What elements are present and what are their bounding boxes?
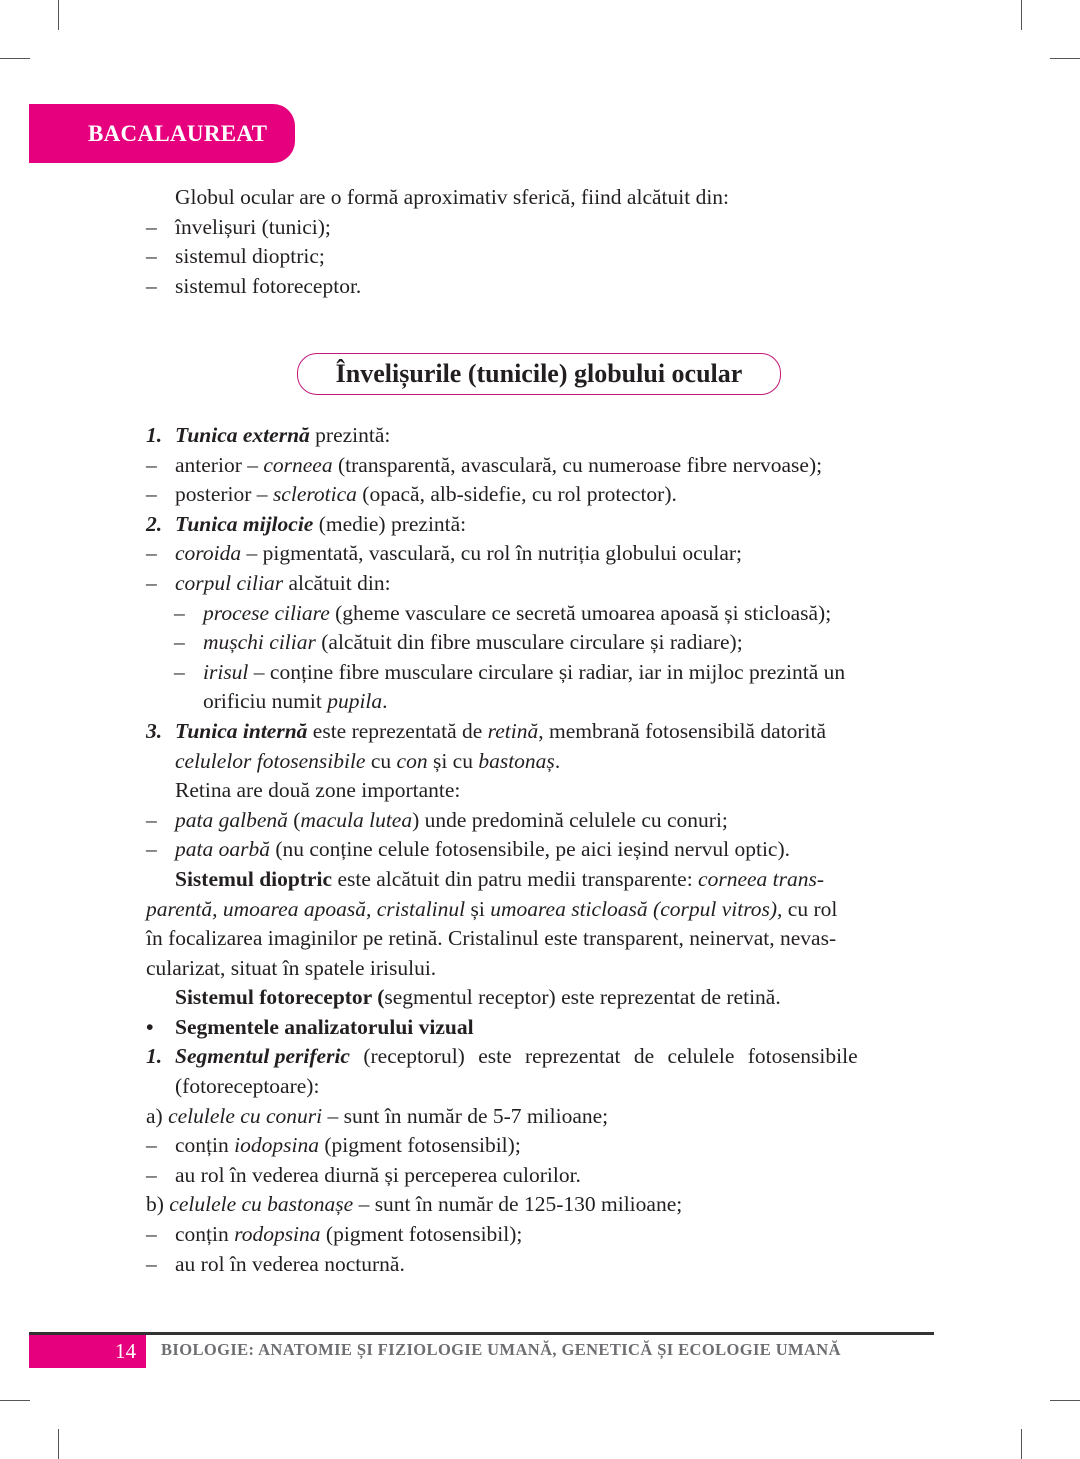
crop-mark (58, 0, 59, 30)
list-item: – învelișuri (tunici); (146, 214, 331, 239)
list-item: – au rol în vederea diurnă și perceperea culorilor. (146, 1162, 581, 1187)
page-number: 14 (29, 1335, 146, 1368)
crop-mark (1021, 1429, 1022, 1459)
dioptric-paragraph: Sistemul dioptric este alcătuit din patru medii transparente: corneea trans- (175, 866, 825, 891)
list-item: – coroida – pigmentată, vasculară, cu rol în nutriția globului ocular; (146, 541, 743, 566)
sub-list-item: – irisul – conține fibre musculare circulare și radiar, iar in mijloc prezintă un (174, 659, 846, 684)
dioptric-paragraph-l2: parentă, umoarea apoasă, cristalinul și umoarea sticloasă (corpul vitros), cu rol (146, 896, 838, 921)
retina-lead: Retina are două zone importante: (175, 778, 461, 803)
crop-mark (0, 1400, 30, 1401)
list-item: – posterior – sclerotica (opacă, alb-sidefie, cu rol protector). (146, 482, 677, 507)
sub-list-item-cont: orificiu numit pupila. (203, 689, 388, 714)
crop-mark (1050, 58, 1080, 59)
list-item: – anterior – corneea (transparentă, avasculară, cu numeroase fibre nervoase); (146, 452, 823, 477)
crop-mark (1050, 1400, 1080, 1401)
segment-periferic-cont: (fotoreceptoare): (175, 1074, 320, 1099)
segment-periferic-heading: 1. Segmentul periferic (receptorul) este reprezentat de celulele fotosensibile (146, 1044, 858, 1069)
rod-heading: b) celulele cu bastonașe – sunt în număr de 125-130 milioane; (146, 1192, 683, 1217)
crop-mark (0, 58, 30, 59)
tunica-interna-cont: celulelor fotosensibile cu con și cu bastonaș. (175, 748, 561, 773)
cone-heading: a) celulele cu conuri – sunt în număr de 5-7 milioane; (146, 1103, 609, 1128)
sub-list-item: – mușchi ciliar (alcătuit din fibre musculare circulare și radiare); (174, 630, 743, 655)
list-item: – conțin iodopsina (pigment fotosensibil); (146, 1133, 521, 1158)
list-item: – sistemul dioptric; (146, 244, 325, 269)
list-item: – pata galbenă (macula lutea) unde predomină celulele cu conuri; (146, 807, 728, 832)
book-title: BIOLOGIE: ANATOMIE ȘI FIZIOLOGIE UMANĂ, GENETICĂ ȘI ECOLOGIE UMANĂ (161, 1340, 841, 1359)
segmente-heading: • Segmentele analizatorului vizual (146, 1014, 474, 1039)
footer-rule (29, 1332, 934, 1335)
intro-block (146, 183, 934, 301)
tunica-externa-heading: 1. Tunica externă prezintă: (146, 423, 391, 447)
section-title: Învelișurile (tunicile) globului ocular (297, 353, 781, 395)
list-item: – corpul ciliar alcătuit din: (146, 570, 391, 595)
intro-lead: Globul ocular are o formă aproximativ sferică, fiind alcătuit din: (175, 185, 730, 209)
tunica-mijlocie-heading: 2. Tunica mijlocie (medie) prezintă: (146, 511, 467, 536)
crop-mark (58, 1429, 59, 1459)
dioptric-paragraph-l3: în focalizarea imaginilor pe retină. Cristalinul este transparent, neinervat, nevas- (146, 926, 837, 951)
header-tab: BACALAUREAT (29, 104, 295, 163)
main-body (146, 421, 934, 1279)
list-item: – pata oarbă (nu conține celule fotosensibile, pe aici ieșind nervul optic). (146, 837, 790, 862)
fotoreceptor-paragraph: Sistemul fotoreceptor (segmentul receptor) este reprezentat de retină. (175, 985, 781, 1010)
list-item: – au rol în vederea nocturnă. (146, 1251, 405, 1276)
tunica-interna-heading: 3. Tunica internă este reprezentată de retină, membrană fotosensibilă datorită (146, 718, 827, 743)
list-item: – sistemul fotoreceptor. (146, 273, 362, 298)
crop-mark (1021, 0, 1022, 30)
sub-list-item: – procese ciliare (gheme vasculare ce secretă umoarea apoasă și sticloasă); (174, 600, 832, 625)
list-item: – conțin rodopsina (pigment fotosensibil); (146, 1222, 523, 1247)
dioptric-paragraph-l4: cularizat, situat în spatele irisului. (146, 955, 437, 980)
